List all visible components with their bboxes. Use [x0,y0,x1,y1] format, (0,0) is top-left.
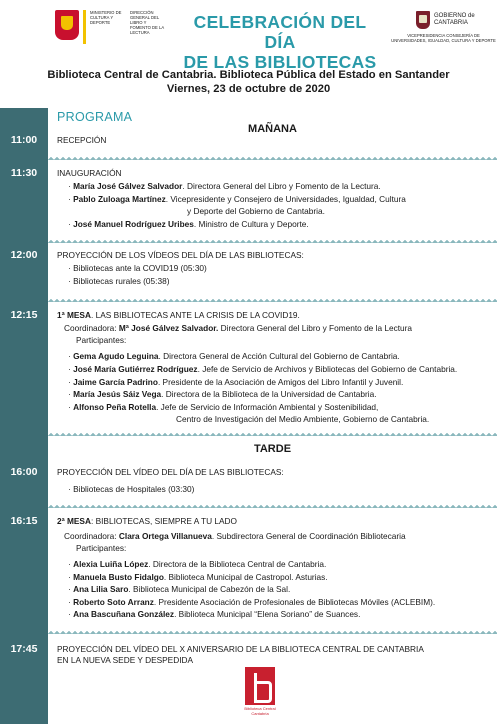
list-item: · Pablo Zuloaga Martínez. Vicepresidente y Consejero de Universidades, Igualdad, Cultura [68,194,406,204]
list-item: · Ana Lilia Saro. Biblioteca Municipal de Cabezón de la Sal. [68,584,291,594]
speaker-role: . Directora General de Acción Cultural del Gobierno de Cantabria. [158,351,400,361]
speaker-name: Pablo Zuloaga Martínez [73,194,166,204]
mesa2-title [57,516,237,526]
speaker-role: . Biblioteca Municipal “Elena Soriano” de Suances. [174,609,361,619]
coordinator-name: Mª José Gálvez Salvador. [118,323,219,333]
page-title-line1: CELEBRACIÓN DEL DÍA [193,12,367,52]
coordinator-role: . Subdirectora General de Coordinación Bibliotecaria [211,531,406,541]
participants-label: Participantes: [76,543,127,553]
video-item: · Bibliotecas ante la COVID19 (05:30) [68,263,207,273]
ministry-logo-text: MINISTERIO DE CULTURA Y DEPORTE [90,10,122,25]
final-line2: EN LA NUEVA SEDE Y DESPEDIDA [57,655,194,665]
separator [48,296,497,302]
speaker-role: . Jefe de Servicio de Información Ambiental y Sostenibilidad, [156,402,379,412]
ministry-logo-bar [83,10,86,44]
speaker-role: . Jefe de Servicio de Archivos y Bibliotecas del Gobierno de Cantabria. [197,364,458,374]
speaker-role: . Vicepresidente y Consejero de Universidades, Igualdad, Cultura [165,194,406,204]
section-morning: MAÑANA [248,123,297,135]
page-title [180,12,380,72]
speaker-name: Gema Agudo Leguina [73,351,159,361]
speaker-name: José Manuel Rodríguez Uribes [73,219,194,229]
speaker-name: José María Gutiérrez Rodríguez [73,364,198,374]
list-item: · Alfonso Peña Rotella. Jefe de Servicio de Información Ambiental y Sostenibilidad, [68,402,379,412]
program-label: PROGRAMA [57,110,133,124]
biblioteca-logo-text: Biblioteca Central Cantabria [244,706,276,716]
inauguracion-title: INAUGURACIÓN [57,168,122,178]
spain-coat-of-arms-icon [55,10,79,40]
video-item: · Bibliotecas rurales (05:38) [68,276,170,286]
coordinator-role: Directora General del Libro y Fomento de la Lectura [218,323,413,333]
venue [0,68,497,96]
ministry-logo-subtext: DIRECCIÓN GENERAL DEL LIBRO Y FOMENTO DE LA LECTURA [130,10,164,35]
biblioteca-central-logo [245,667,275,717]
separator [48,154,497,160]
speaker-role: . Biblioteca Municipal de Cabezón de la Sal. [128,584,291,594]
list-item: · María Jesús Sáiz Vega. Directora de la Biblioteca de la Universidad de Cantabria. [68,389,377,399]
list-item: · María José Gálvez Salvador. Directora General del Libro y Fomento de la Lectura. [68,181,381,191]
speaker-name: Jaime García Padrino [73,377,158,387]
list-item: · Jaime García Padrino. Presidente de la Asociación de Amigos del Libro Infantil y Juvenil. [68,377,404,387]
recepcion-title: RECEPCIÓN [57,135,107,145]
speaker-name: Alfonso Peña Rotella [73,402,157,412]
time-final: 17:45 [10,643,38,655]
mesa1-label: 1ª MESA [57,310,91,320]
speaker-role: . Ministro de Cultura y Deporte. [193,219,309,229]
speaker-name: María José Gálvez Salvador [73,181,183,191]
speaker-name: Roberto Soto Arranz [73,597,154,607]
list-item: · Roberto Soto Arranz. Presidente Asociación de Profesionales de Bibliotecas Móviles (ACLEBIM). [68,597,436,607]
mesa2-subject: : BIBLIOTECAS, SIEMPRE A TU LADO [90,516,237,526]
time-mesa2: 16:15 [10,515,38,527]
mesa1-subject: . LAS BIBLIOTECAS ANTE LA CRISIS DE LA COVID19. [90,310,300,320]
speaker-name: María Jesús Sáiz Vega [73,389,162,399]
cantabria-logo [390,9,497,57]
list-item: · Ana Bascuñana González. Biblioteca Municipal “Elena Soriano” de Suances. [68,609,361,619]
speaker-name: Alexia Luiña López [73,559,149,569]
video-item: · Bibliotecas de Hospitales (03:30) [68,484,195,494]
time-column [0,108,48,724]
speaker-name: Ana Bascuñana González [73,609,175,619]
mesa1-coordinator [64,323,412,333]
time-mesa1: 12:15 [10,309,38,321]
list-item: · José Manuel Rodríguez Uribes. Ministro de Cultura y Deporte. [68,219,309,229]
videos2-title: PROYECCIÓN DEL VÍDEO DEL DÍA DE LAS BIBLIOTECAS: [57,467,284,477]
mesa2-coordinator [64,531,406,541]
coordinator-label: Coordinadora: [64,323,119,333]
ministry-logo [55,10,170,46]
speaker-role: . Directora General del Libro y Fomento de la Lectura. [182,181,381,191]
separator [48,502,497,508]
list-item: · José María Gutiérrez Rodríguez. Jefe de Servicio de Archivos y Bibliotecas del Gobierno de Cantabria. [68,364,458,374]
speaker-role: . Directora de la Biblioteca de la Universidad de Cantabria. [161,389,377,399]
cantabria-logo-subtext: VICEPRESIDENCIA CONSEJERÍA DE UNIVERSIDADES, IGUALDAD, CULTURA Y DEPORTE [391,33,496,43]
separator [48,628,497,634]
header [0,0,497,72]
cantabria-shield-icon [416,11,430,29]
speaker-name: Manuela Busto Fidalgo [73,572,164,582]
speaker-role: . Presidente de la Asociación de Amigos del Libro Infantil y Juvenil. [157,377,404,387]
page-title-line2: DE LAS BIBLIOTECAS [183,52,377,72]
participants-label: Participantes: [76,335,127,345]
coordinator-label: Coordinadora: [64,531,119,541]
coordinator-name: Clara Ortega Villanueva [118,531,212,541]
speaker-role: . Presidente Asociación de Profesionales de Bibliotecas Móviles (ACLEBIM). [153,597,436,607]
venue-line1: Biblioteca Central de Cantabria. Biblioteca Pública del Estado en Santander [47,69,450,81]
separator [48,237,497,243]
speaker-role: . Biblioteca Municipal de Castropol. Asturias. [163,572,328,582]
cantabria-logo-name: GOBIERNO de CANTABRIA [434,13,475,26]
time-recepcion: 11:00 [10,134,38,146]
time-videos2: 16:00 [10,466,38,478]
section-afternoon: TARDE [253,443,292,455]
time-videos1: 12:00 [10,249,38,261]
venue-line2: Viernes, 23 de octubre de 2020 [166,83,331,95]
list-item: · Manuela Busto Fidalgo. Biblioteca Municipal de Castropol. Asturias. [68,572,328,582]
speaker-name: Ana Lilia Saro [73,584,129,594]
list-item: · Alexia Luiña López. Directora de la Biblioteca Central de Cantabria. [68,559,327,569]
speaker-role-cont: y Deporte del Gobierno de Cantabria. [187,206,325,216]
time-inauguracion: 11:30 [10,167,38,179]
mesa2-label: 2ª MESA [57,516,91,526]
speaker-role: . Directora de la Biblioteca Central de Cantabria. [148,559,327,569]
separator [48,430,497,436]
speaker-role-cont: Centro de Investigación del Medio Ambiente, Gobierno de Cantabria. [176,414,430,424]
list-item: · Gema Agudo Leguina. Directora General de Acción Cultural del Gobierno de Cantabria. [68,351,400,361]
mesa1-title [57,310,300,320]
final-line1: PROYECCIÓN DEL VÍDEO DEL X ANIVERSARIO DE LA BIBLIOTECA CENTRAL DE CANTABRIA [57,644,424,654]
videos1-title: PROYECCIÓN DE LOS VÍDEOS DEL DÍA DE LAS BIBLIOTECAS: [57,250,304,260]
biblioteca-b-icon [245,667,275,705]
